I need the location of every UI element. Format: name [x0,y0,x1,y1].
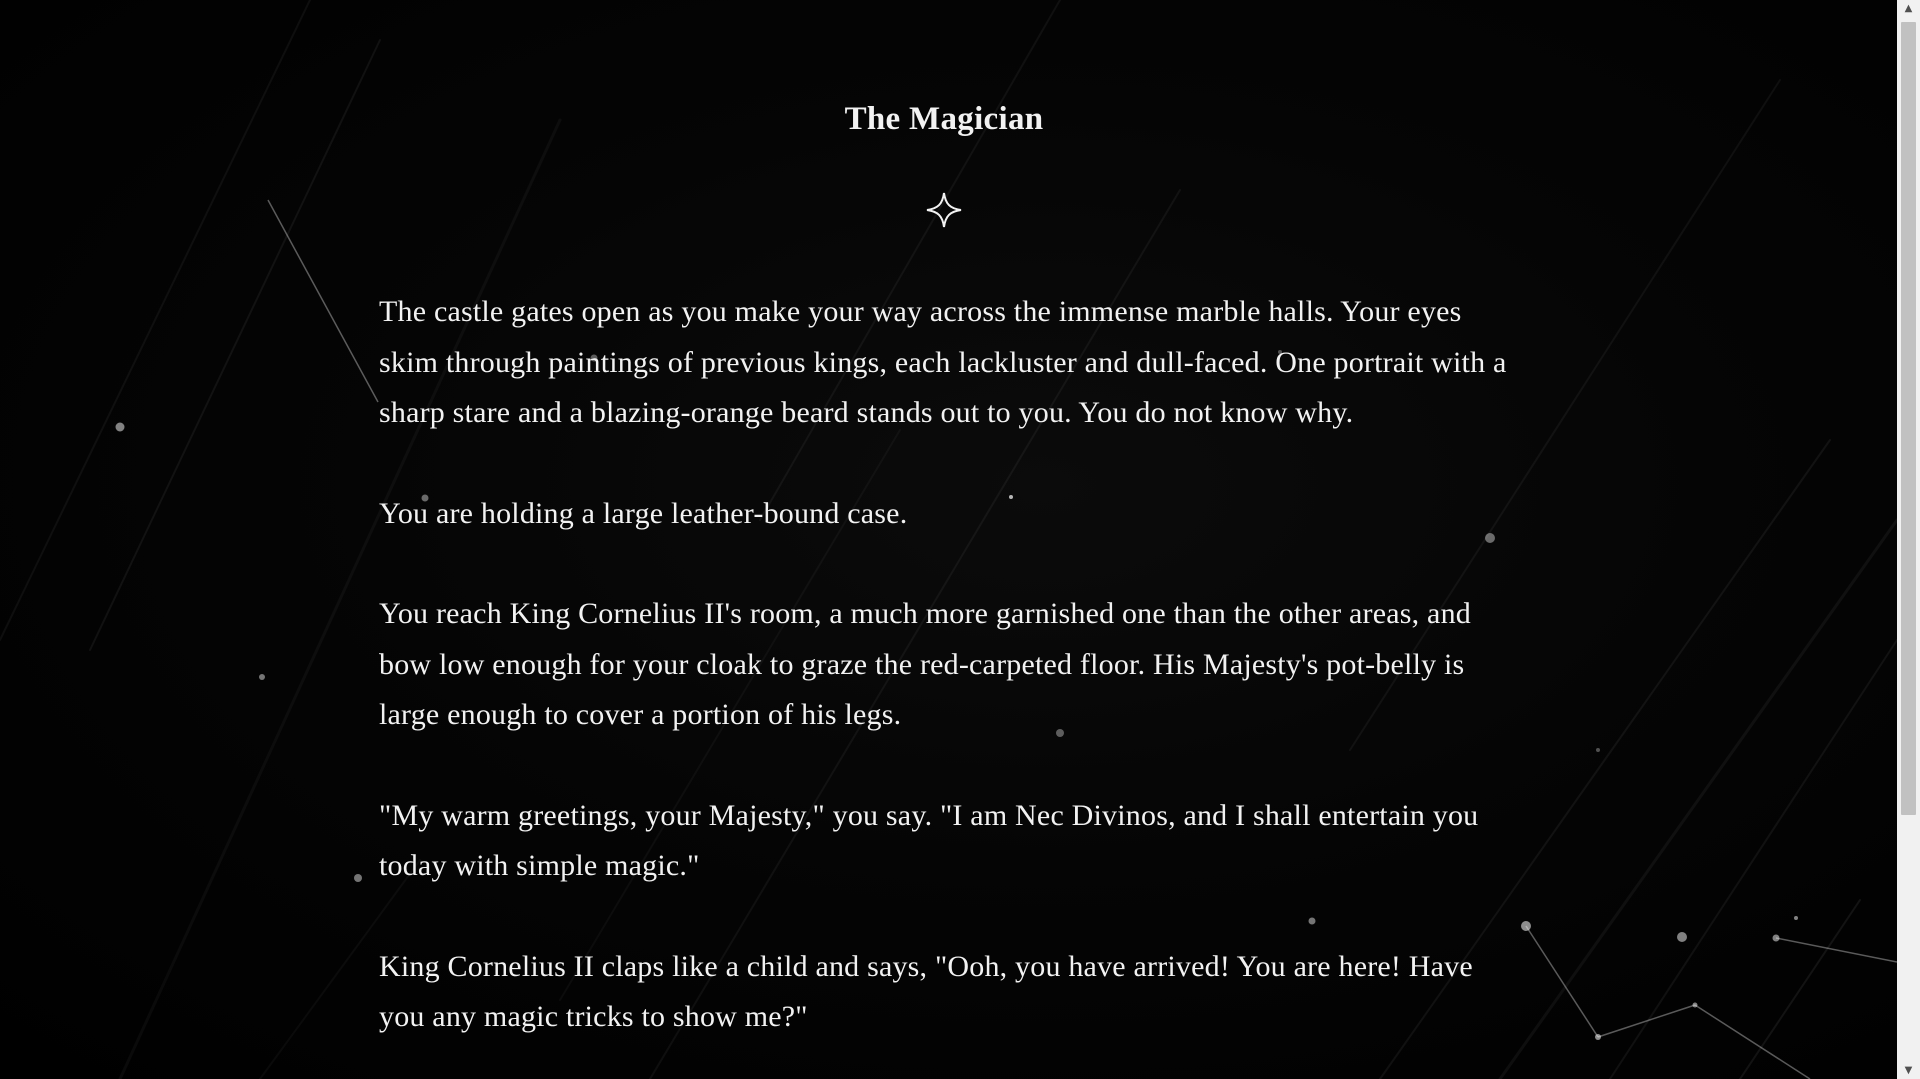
scroll-thumb[interactable] [1901,22,1916,815]
title-divider [379,191,1509,231]
scroll-up-arrow-icon[interactable]: ▲ [1904,3,1913,14]
story-paragraph: You reach King Cornelius II's room, a much more garnished one than the other areas, and bow low enough for your cloak to graze the red-carpeted floor. His Majesty's pot-belly is large enough to cover a portion of his legs. [379,597,1471,731]
vertical-scrollbar[interactable] [1897,0,1920,1079]
story-paragraph: The castle gates open as you make your way across the immense marble halls. Your eyes skim through paintings of previous kings, each lackluster and dull-faced. One portrait with a sharp stare and a blazing-orange beard stands out to you. You do not know why. [379,295,1507,429]
scroll-down-arrow-icon[interactable]: ▼ [1904,1065,1913,1076]
story-text [379,287,1509,1043]
story-paragraph: King Cornelius II claps like a child and says, "Ooh, you have arrived! You are here! Have you any magic tricks to show me?" [379,949,1473,1033]
story-paragraph: You are holding a large leather-bound case. [379,496,908,530]
story-paragraph: "My warm greetings, your Majesty," you say. "I am Nec Divinos, and I shall entertain you today with simple magic." [379,798,1479,882]
story-title: The Magician [844,101,1044,137]
story-content [379,0,1509,1079]
four-point-star-icon [925,191,963,229]
